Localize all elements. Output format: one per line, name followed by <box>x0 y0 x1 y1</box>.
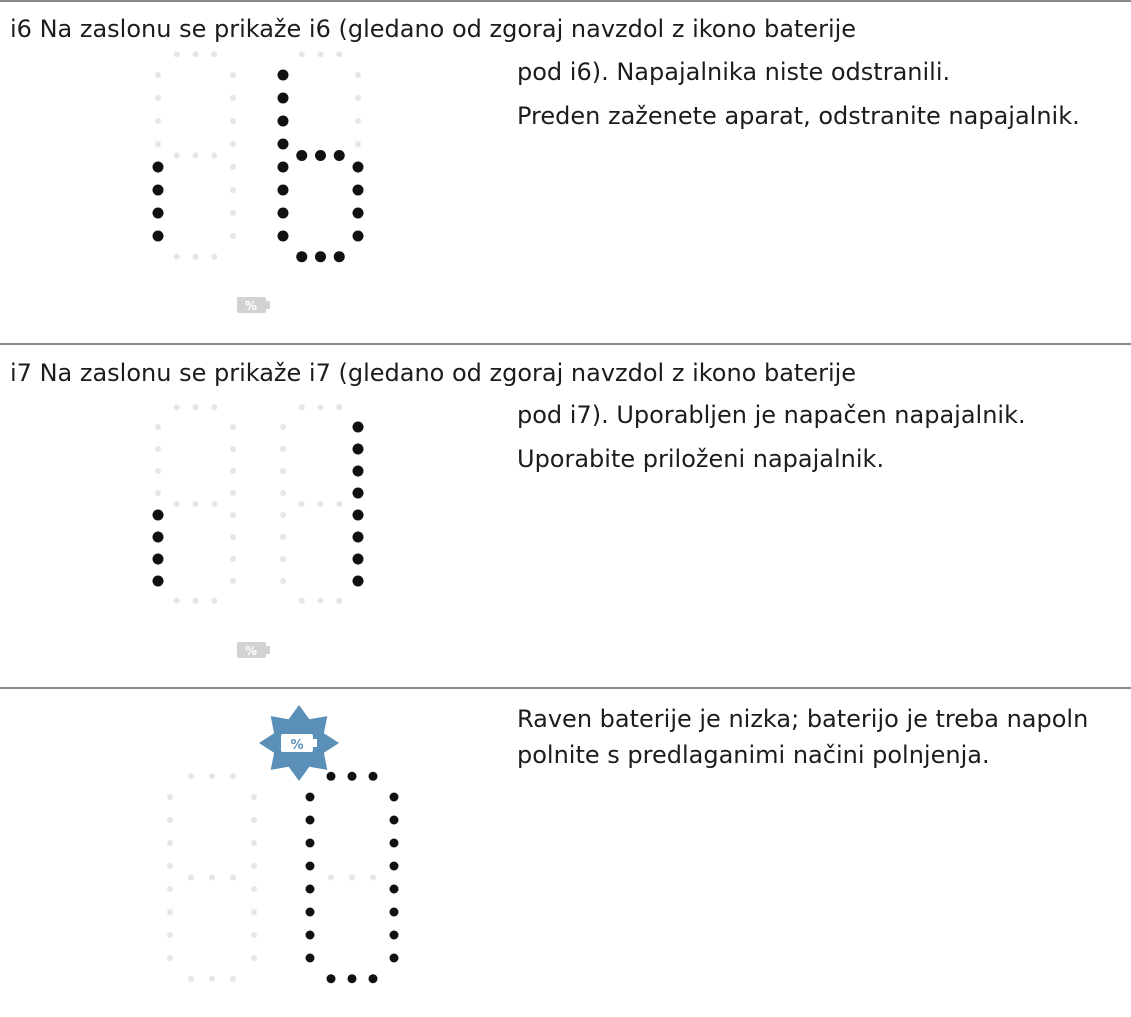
display-dot-lit <box>390 908 399 917</box>
display-dot-unlit <box>251 886 257 892</box>
display-dot-unlit <box>167 840 173 846</box>
display-dot-unlit <box>174 404 180 410</box>
display-dot-unlit <box>230 578 236 584</box>
display-dot-unlit <box>211 51 217 57</box>
display-dot-unlit <box>167 794 173 800</box>
display-dot-unlit <box>155 490 161 496</box>
display-dot-unlit <box>211 254 217 260</box>
display-dot-unlit <box>280 490 286 496</box>
display-dot-unlit <box>230 95 236 101</box>
display-dot-unlit <box>193 501 199 507</box>
display-dot-lit <box>353 488 364 499</box>
display-dot-lit <box>369 974 378 983</box>
display-dot-lit <box>353 231 364 242</box>
display-dot-unlit <box>174 153 180 159</box>
display-dot-unlit <box>167 886 173 892</box>
i6-instruction: Preden zaženete aparat, odstranite napajalnik. <box>517 102 1080 130</box>
display-dot-unlit <box>251 909 257 915</box>
display-dot-lit <box>390 954 399 963</box>
display-dot-unlit <box>230 773 236 779</box>
display-dot-lit <box>353 554 364 565</box>
display-dot-unlit <box>299 404 305 410</box>
display-dot-unlit <box>328 875 334 881</box>
low-battery-top-rule <box>0 687 1131 689</box>
display-dot-lit <box>153 162 164 173</box>
display-dot-unlit <box>174 254 180 260</box>
display-dot-unlit <box>209 875 215 881</box>
display-dot-lit <box>153 231 164 242</box>
display-dot-unlit <box>355 141 361 147</box>
display-dot-unlit <box>336 598 342 604</box>
display-dot-unlit <box>155 72 161 78</box>
display-dot-lit <box>334 251 345 262</box>
display-dot-unlit <box>230 534 236 540</box>
display-dot-lit <box>353 532 364 543</box>
svg-text:%: % <box>244 299 258 313</box>
display-dot-lit <box>306 931 315 940</box>
display-dot-lit <box>327 772 336 781</box>
display-dot-lit <box>278 139 289 150</box>
display-dot-unlit <box>230 468 236 474</box>
display-dot-unlit <box>211 153 217 159</box>
display-dot-unlit <box>155 141 161 147</box>
display-dot-lit <box>353 208 364 219</box>
i6-dot-matrix-display <box>150 0 470 290</box>
display-dot-unlit <box>167 909 173 915</box>
display-dot-unlit <box>230 210 236 216</box>
display-dot-lit <box>353 576 364 587</box>
display-dot-lit <box>153 554 164 565</box>
display-dot-unlit <box>336 51 342 57</box>
display-dot-unlit <box>230 72 236 78</box>
display-dot-lit <box>153 185 164 196</box>
display-dot-lit <box>306 816 315 825</box>
display-dot-unlit <box>230 141 236 147</box>
display-dot-unlit <box>318 598 324 604</box>
display-dot-unlit <box>280 512 286 518</box>
display-dot-unlit <box>230 512 236 518</box>
i6-description: pod i6). Napajalnika niste odstranili. <box>517 58 951 86</box>
display-dot-lit <box>334 150 345 161</box>
display-dot-unlit <box>299 51 305 57</box>
display-dot-lit <box>306 885 315 894</box>
display-dot-unlit <box>230 424 236 430</box>
i6-heading: i6 Na zaslonu se prikaže i6 (gledano od zgoraj navzdol z ikono baterije <box>10 15 857 43</box>
display-dot-lit <box>153 510 164 521</box>
display-dot-lit <box>390 816 399 825</box>
battery-percent-icon <box>236 295 272 315</box>
i7-dot-matrix-display <box>150 340 470 630</box>
display-dot-unlit <box>174 501 180 507</box>
display-dot-unlit <box>230 556 236 562</box>
display-dot-lit <box>278 231 289 242</box>
display-dot-lit <box>353 162 364 173</box>
display-dot-lit <box>278 116 289 127</box>
display-dot-unlit <box>318 404 324 410</box>
display-dot-unlit <box>230 118 236 124</box>
display-dot-lit <box>296 251 307 262</box>
display-dot-unlit <box>230 446 236 452</box>
display-dot-lit <box>153 208 164 219</box>
display-dot-unlit <box>318 501 324 507</box>
display-dot-unlit <box>155 118 161 124</box>
display-dot-lit <box>278 208 289 219</box>
display-dot-lit <box>348 772 357 781</box>
display-dot-unlit <box>188 875 194 881</box>
display-dot-unlit <box>251 840 257 846</box>
display-dot-lit <box>353 185 364 196</box>
display-dot-unlit <box>209 773 215 779</box>
display-dot-unlit <box>336 404 342 410</box>
display-dot-unlit <box>167 955 173 961</box>
display-dot-unlit <box>280 446 286 452</box>
display-dot-unlit <box>280 424 286 430</box>
display-dot-unlit <box>370 875 376 881</box>
display-dot-unlit <box>251 932 257 938</box>
display-dot-unlit <box>336 501 342 507</box>
display-dot-unlit <box>193 51 199 57</box>
display-dot-unlit <box>167 932 173 938</box>
display-dot-lit <box>348 974 357 983</box>
display-dot-unlit <box>355 72 361 78</box>
display-dot-unlit <box>230 187 236 193</box>
display-dot-lit <box>390 885 399 894</box>
display-dot-unlit <box>174 598 180 604</box>
display-dot-lit <box>390 862 399 871</box>
display-dot-unlit <box>193 404 199 410</box>
svg-text:%: % <box>244 644 258 658</box>
display-dot-unlit <box>211 501 217 507</box>
display-dot-unlit <box>155 424 161 430</box>
display-dot-unlit <box>211 598 217 604</box>
display-dot-unlit <box>155 468 161 474</box>
display-dot-unlit <box>155 446 161 452</box>
low-battery-dot-matrix-display <box>150 757 470 1017</box>
display-dot-unlit <box>251 817 257 823</box>
display-dot-unlit <box>230 490 236 496</box>
display-dot-lit <box>315 150 326 161</box>
display-dot-unlit <box>174 51 180 57</box>
display-dot-lit <box>278 162 289 173</box>
display-dot-lit <box>390 793 399 802</box>
display-dot-unlit <box>280 534 286 540</box>
display-dot-lit <box>390 839 399 848</box>
display-dot-unlit <box>280 556 286 562</box>
display-dot-lit <box>306 793 315 802</box>
display-dot-unlit <box>193 598 199 604</box>
display-dot-lit <box>353 422 364 433</box>
display-dot-unlit <box>299 598 305 604</box>
i7-instruction: Uporabite priloženi napajalnik. <box>517 445 885 473</box>
display-dot-lit <box>390 931 399 940</box>
display-dot-lit <box>353 444 364 455</box>
battery-percent-symbol: % <box>290 738 304 753</box>
battery-percent-icon <box>236 640 272 660</box>
display-dot-unlit <box>280 468 286 474</box>
low-battery-instruction: polnite s predlaganimi načini polnjenja. <box>517 741 990 769</box>
i7-description: pod i7). Uporabljen je napačen napajalnik. <box>517 401 1026 429</box>
display-dot-lit <box>296 150 307 161</box>
display-dot-unlit <box>230 233 236 239</box>
display-dot-unlit <box>167 817 173 823</box>
i7-heading: i7 Na zaslonu se prikaže i7 (gledano od zgoraj navzdol z ikono baterije <box>10 359 857 387</box>
display-dot-unlit <box>230 875 236 881</box>
display-dot-unlit <box>193 254 199 260</box>
display-dot-lit <box>369 772 378 781</box>
display-dot-lit <box>353 466 364 477</box>
display-dot-lit <box>306 862 315 871</box>
display-dot-unlit <box>251 863 257 869</box>
display-dot-lit <box>315 251 326 262</box>
display-dot-lit <box>278 70 289 81</box>
display-dot-unlit <box>280 578 286 584</box>
display-dot-unlit <box>209 976 215 982</box>
display-dot-lit <box>306 839 315 848</box>
display-dot-lit <box>327 974 336 983</box>
display-dot-unlit <box>349 875 355 881</box>
display-dot-unlit <box>318 51 324 57</box>
display-dot-unlit <box>299 501 305 507</box>
display-dot-unlit <box>251 794 257 800</box>
display-dot-unlit <box>251 955 257 961</box>
display-dot-unlit <box>188 773 194 779</box>
display-dot-lit <box>153 532 164 543</box>
display-dot-unlit <box>211 404 217 410</box>
display-dot-lit <box>278 185 289 196</box>
display-dot-unlit <box>188 976 194 982</box>
display-dot-unlit <box>193 153 199 159</box>
display-dot-lit <box>353 510 364 521</box>
display-dot-unlit <box>230 976 236 982</box>
low-battery-description: Raven baterije je nizka; baterijo je treba napoln <box>517 705 1089 733</box>
display-dot-unlit <box>155 95 161 101</box>
display-dot-lit <box>278 93 289 104</box>
display-dot-unlit <box>355 118 361 124</box>
display-dot-unlit <box>355 95 361 101</box>
display-dot-lit <box>153 576 164 587</box>
display-dot-unlit <box>230 164 236 170</box>
display-dot-lit <box>306 908 315 917</box>
display-dot-unlit <box>167 863 173 869</box>
display-dot-lit <box>306 954 315 963</box>
